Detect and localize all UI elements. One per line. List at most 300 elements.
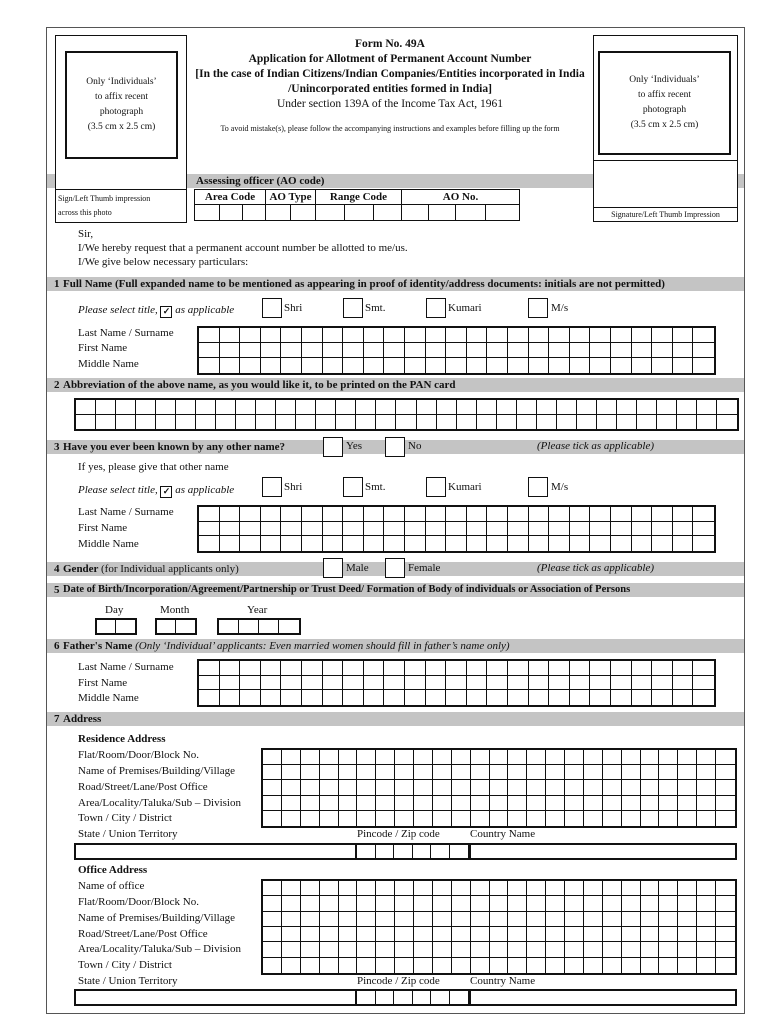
char-cell[interactable] xyxy=(652,507,673,522)
char-cell[interactable] xyxy=(450,991,469,1004)
char-cell[interactable] xyxy=(281,661,302,676)
char-cell[interactable] xyxy=(261,507,282,522)
char-cell[interactable] xyxy=(508,912,527,927)
char-cell[interactable] xyxy=(376,912,395,927)
char-cell[interactable] xyxy=(487,676,508,691)
char-cell[interactable] xyxy=(508,811,527,826)
char-cell[interactable] xyxy=(395,765,414,780)
char-cell[interactable] xyxy=(603,765,622,780)
char-cell[interactable] xyxy=(302,661,323,676)
char-cell[interactable] xyxy=(302,522,323,537)
char-cell[interactable] xyxy=(490,796,509,811)
char-cell[interactable] xyxy=(376,811,395,826)
char-cell[interactable] xyxy=(220,522,241,537)
char-cell[interactable] xyxy=(395,912,414,927)
char-cell[interactable] xyxy=(364,343,385,358)
char-cell[interactable] xyxy=(546,912,565,927)
char-cell[interactable] xyxy=(673,358,694,373)
char-cell[interactable] xyxy=(452,765,471,780)
char-cell[interactable] xyxy=(678,896,697,911)
char-cell[interactable] xyxy=(487,507,508,522)
char-cell[interactable] xyxy=(452,796,471,811)
char-cell[interactable] xyxy=(339,811,358,826)
char-cell[interactable] xyxy=(433,765,452,780)
char-cell[interactable] xyxy=(537,400,557,415)
char-cell[interactable] xyxy=(508,522,529,537)
char-cell[interactable] xyxy=(364,676,385,691)
char-cell[interactable] xyxy=(527,896,546,911)
char-cell[interactable] xyxy=(508,690,529,705)
residence-state-input[interactable] xyxy=(74,843,356,860)
char-cell[interactable] xyxy=(693,536,714,551)
s3-no-checkbox[interactable] xyxy=(385,437,405,457)
char-cell[interactable] xyxy=(632,522,653,537)
char-cell[interactable] xyxy=(281,690,302,705)
char-cell[interactable] xyxy=(549,522,570,537)
char-cell[interactable] xyxy=(320,796,339,811)
char-cell[interactable] xyxy=(652,661,673,676)
char-cell[interactable] xyxy=(527,912,546,927)
char-cell[interactable] xyxy=(697,780,716,795)
char-cell[interactable] xyxy=(336,400,356,415)
char-cell[interactable] xyxy=(471,750,490,765)
char-cell[interactable] xyxy=(693,343,714,358)
char-cell[interactable] xyxy=(176,400,196,415)
s3-title-smt-checkbox[interactable] xyxy=(343,477,363,497)
char-cell[interactable] xyxy=(508,780,527,795)
char-cell[interactable] xyxy=(281,522,302,537)
char-cell[interactable] xyxy=(508,896,527,911)
char-cell[interactable] xyxy=(641,765,660,780)
char-cell[interactable] xyxy=(477,415,497,430)
char-cell[interactable] xyxy=(603,881,622,896)
char-cell[interactable] xyxy=(263,881,282,896)
char-cell[interactable] xyxy=(433,796,452,811)
char-cell[interactable] xyxy=(565,765,584,780)
char-cell[interactable] xyxy=(693,661,714,676)
char-cell[interactable] xyxy=(537,415,557,430)
ao-cell[interactable] xyxy=(486,205,517,220)
char-cell[interactable] xyxy=(433,780,452,795)
char-cell[interactable] xyxy=(339,927,358,942)
char-cell[interactable] xyxy=(364,328,385,343)
char-cell[interactable] xyxy=(652,358,673,373)
char-cell[interactable] xyxy=(282,811,301,826)
char-cell[interactable] xyxy=(570,690,591,705)
char-cell[interactable] xyxy=(302,358,323,373)
char-cell[interactable] xyxy=(508,958,527,973)
char-cell[interactable] xyxy=(565,811,584,826)
char-cell[interactable] xyxy=(697,912,716,927)
char-cell[interactable] xyxy=(490,750,509,765)
char-cell[interactable] xyxy=(590,522,611,537)
char-cell[interactable] xyxy=(697,750,716,765)
char-cell[interactable] xyxy=(97,620,116,633)
char-cell[interactable] xyxy=(611,328,632,343)
char-cell[interactable] xyxy=(546,796,565,811)
char-cell[interactable] xyxy=(343,661,364,676)
char-cell[interactable] xyxy=(396,415,416,430)
char-cell[interactable] xyxy=(426,343,447,358)
s5-day-input[interactable] xyxy=(95,618,137,635)
char-cell[interactable] xyxy=(584,881,603,896)
char-cell[interactable] xyxy=(622,927,641,942)
char-cell[interactable] xyxy=(546,896,565,911)
char-cell[interactable] xyxy=(603,811,622,826)
char-cell[interactable] xyxy=(199,661,220,676)
char-cell[interactable] xyxy=(236,400,256,415)
char-cell[interactable] xyxy=(263,927,282,942)
char-cell[interactable] xyxy=(673,328,694,343)
char-cell[interactable] xyxy=(450,845,469,858)
char-cell[interactable] xyxy=(136,400,156,415)
char-cell[interactable] xyxy=(339,750,358,765)
char-cell[interactable] xyxy=(570,328,591,343)
char-cell[interactable] xyxy=(384,328,405,343)
char-cell[interactable] xyxy=(384,343,405,358)
char-cell[interactable] xyxy=(282,896,301,911)
char-cell[interactable] xyxy=(240,328,261,343)
char-cell[interactable] xyxy=(697,881,716,896)
char-cell[interactable] xyxy=(176,620,195,633)
ao-cell[interactable] xyxy=(243,205,266,220)
char-cell[interactable] xyxy=(414,811,433,826)
char-cell[interactable] xyxy=(376,845,395,858)
char-cell[interactable] xyxy=(446,676,467,691)
char-cell[interactable] xyxy=(282,927,301,942)
char-cell[interactable] xyxy=(357,750,376,765)
char-cell[interactable] xyxy=(395,927,414,942)
char-cell[interactable] xyxy=(281,328,302,343)
char-cell[interactable] xyxy=(281,676,302,691)
char-cell[interactable] xyxy=(343,328,364,343)
char-cell[interactable] xyxy=(584,958,603,973)
office-state-input[interactable] xyxy=(74,989,356,1006)
char-cell[interactable] xyxy=(446,507,467,522)
char-cell[interactable] xyxy=(452,881,471,896)
char-cell[interactable] xyxy=(584,927,603,942)
char-cell[interactable] xyxy=(220,661,241,676)
char-cell[interactable] xyxy=(632,536,653,551)
char-cell[interactable] xyxy=(637,400,657,415)
char-cell[interactable] xyxy=(508,328,529,343)
char-cell[interactable] xyxy=(395,881,414,896)
char-cell[interactable] xyxy=(320,881,339,896)
char-cell[interactable] xyxy=(316,400,336,415)
char-cell[interactable] xyxy=(570,536,591,551)
char-cell[interactable] xyxy=(546,765,565,780)
char-cell[interactable] xyxy=(622,765,641,780)
char-cell[interactable] xyxy=(357,811,376,826)
char-cell[interactable] xyxy=(364,690,385,705)
char-cell[interactable] xyxy=(323,536,344,551)
char-cell[interactable] xyxy=(659,881,678,896)
char-cell[interactable] xyxy=(220,690,241,705)
char-cell[interactable] xyxy=(196,415,216,430)
char-cell[interactable] xyxy=(557,415,577,430)
char-cell[interactable] xyxy=(659,927,678,942)
char-cell[interactable] xyxy=(659,750,678,765)
char-cell[interactable] xyxy=(716,881,735,896)
char-cell[interactable] xyxy=(263,765,282,780)
s5-month-input[interactable] xyxy=(155,618,197,635)
char-cell[interactable] xyxy=(426,676,447,691)
char-cell[interactable] xyxy=(611,358,632,373)
char-cell[interactable] xyxy=(323,676,344,691)
char-cell[interactable] xyxy=(590,676,611,691)
char-cell[interactable] xyxy=(508,942,527,957)
ao-cell[interactable] xyxy=(195,205,220,220)
char-cell[interactable] xyxy=(414,881,433,896)
char-cell[interactable] xyxy=(220,507,241,522)
char-cell[interactable] xyxy=(622,912,641,927)
char-cell[interactable] xyxy=(659,958,678,973)
s1-title-shri-checkbox[interactable] xyxy=(262,298,282,318)
char-cell[interactable] xyxy=(426,690,447,705)
char-cell[interactable] xyxy=(549,507,570,522)
ao-cell[interactable] xyxy=(291,205,316,220)
char-cell[interactable] xyxy=(452,927,471,942)
char-cell[interactable] xyxy=(395,942,414,957)
char-cell[interactable] xyxy=(240,676,261,691)
char-cell[interactable] xyxy=(603,912,622,927)
char-cell[interactable] xyxy=(357,991,376,1004)
char-cell[interactable] xyxy=(693,328,714,343)
s1-title-smt-checkbox[interactable] xyxy=(343,298,363,318)
s3-yes-checkbox[interactable] xyxy=(323,437,343,457)
char-cell[interactable] xyxy=(356,400,376,415)
char-cell[interactable] xyxy=(452,942,471,957)
char-cell[interactable] xyxy=(216,400,236,415)
char-cell[interactable] xyxy=(673,661,694,676)
char-cell[interactable] xyxy=(716,750,735,765)
char-cell[interactable] xyxy=(261,343,282,358)
char-cell[interactable] xyxy=(405,328,426,343)
char-cell[interactable] xyxy=(320,942,339,957)
char-cell[interactable] xyxy=(565,796,584,811)
char-cell[interactable] xyxy=(527,750,546,765)
char-cell[interactable] xyxy=(417,400,437,415)
char-cell[interactable] xyxy=(405,690,426,705)
s4-female-checkbox[interactable] xyxy=(385,558,405,578)
char-cell[interactable] xyxy=(717,415,737,430)
char-cell[interactable] xyxy=(323,690,344,705)
char-cell[interactable] xyxy=(467,690,488,705)
char-cell[interactable] xyxy=(673,676,694,691)
char-cell[interactable] xyxy=(323,343,344,358)
char-cell[interactable] xyxy=(339,896,358,911)
char-cell[interactable] xyxy=(433,958,452,973)
char-cell[interactable] xyxy=(199,522,220,537)
char-cell[interactable] xyxy=(490,881,509,896)
char-cell[interactable] xyxy=(632,690,653,705)
char-cell[interactable] xyxy=(527,958,546,973)
char-cell[interactable] xyxy=(570,676,591,691)
char-cell[interactable] xyxy=(281,343,302,358)
char-cell[interactable] xyxy=(637,415,657,430)
char-cell[interactable] xyxy=(376,896,395,911)
char-cell[interactable] xyxy=(96,415,116,430)
char-cell[interactable] xyxy=(220,358,241,373)
char-cell[interactable] xyxy=(584,780,603,795)
char-cell[interactable] xyxy=(527,811,546,826)
char-cell[interactable] xyxy=(263,896,282,911)
char-cell[interactable] xyxy=(471,881,490,896)
char-cell[interactable] xyxy=(320,765,339,780)
char-cell[interactable] xyxy=(396,400,416,415)
char-cell[interactable] xyxy=(467,507,488,522)
char-cell[interactable] xyxy=(336,415,356,430)
char-cell[interactable] xyxy=(597,415,617,430)
char-cell[interactable] xyxy=(632,328,653,343)
char-cell[interactable] xyxy=(508,927,527,942)
char-cell[interactable] xyxy=(414,942,433,957)
char-cell[interactable] xyxy=(364,661,385,676)
char-cell[interactable] xyxy=(678,958,697,973)
char-cell[interactable] xyxy=(376,927,395,942)
char-cell[interactable] xyxy=(433,750,452,765)
char-cell[interactable] xyxy=(471,958,490,973)
char-cell[interactable] xyxy=(413,845,432,858)
char-cell[interactable] xyxy=(678,780,697,795)
char-cell[interactable] xyxy=(116,415,136,430)
char-cell[interactable] xyxy=(611,661,632,676)
char-cell[interactable] xyxy=(487,328,508,343)
char-cell[interactable] xyxy=(356,415,376,430)
char-cell[interactable] xyxy=(282,958,301,973)
char-cell[interactable] xyxy=(517,400,537,415)
char-cell[interactable] xyxy=(529,690,550,705)
char-cell[interactable] xyxy=(296,400,316,415)
char-cell[interactable] xyxy=(693,690,714,705)
office-pincode-input[interactable] xyxy=(355,989,470,1006)
char-cell[interactable] xyxy=(487,343,508,358)
char-cell[interactable] xyxy=(156,400,176,415)
char-cell[interactable] xyxy=(693,522,714,537)
char-cell[interactable] xyxy=(339,958,358,973)
char-cell[interactable] xyxy=(413,991,432,1004)
char-cell[interactable] xyxy=(611,676,632,691)
char-cell[interactable] xyxy=(301,942,320,957)
char-cell[interactable] xyxy=(611,522,632,537)
right-photo-placeholder[interactable] xyxy=(598,51,731,155)
ao-cell[interactable] xyxy=(345,205,374,220)
char-cell[interactable] xyxy=(452,958,471,973)
char-cell[interactable] xyxy=(263,811,282,826)
char-cell[interactable] xyxy=(323,522,344,537)
char-cell[interactable] xyxy=(577,415,597,430)
char-cell[interactable] xyxy=(405,661,426,676)
char-cell[interactable] xyxy=(678,881,697,896)
char-cell[interactable] xyxy=(339,796,358,811)
char-cell[interactable] xyxy=(678,796,697,811)
char-cell[interactable] xyxy=(659,896,678,911)
char-cell[interactable] xyxy=(282,912,301,927)
char-cell[interactable] xyxy=(405,358,426,373)
char-cell[interactable] xyxy=(673,536,694,551)
char-cell[interactable] xyxy=(652,343,673,358)
char-cell[interactable] xyxy=(652,522,673,537)
char-cell[interactable] xyxy=(697,896,716,911)
char-cell[interactable] xyxy=(641,958,660,973)
char-cell[interactable] xyxy=(446,661,467,676)
char-cell[interactable] xyxy=(281,536,302,551)
char-cell[interactable] xyxy=(116,400,136,415)
char-cell[interactable] xyxy=(622,796,641,811)
char-cell[interactable] xyxy=(263,796,282,811)
char-cell[interactable] xyxy=(261,661,282,676)
char-cell[interactable] xyxy=(611,536,632,551)
residence-address-grid[interactable] xyxy=(261,748,737,828)
char-cell[interactable] xyxy=(256,415,276,430)
char-cell[interactable] xyxy=(467,522,488,537)
char-cell[interactable] xyxy=(508,536,529,551)
char-cell[interactable] xyxy=(471,912,490,927)
char-cell[interactable] xyxy=(339,765,358,780)
char-cell[interactable] xyxy=(590,536,611,551)
char-cell[interactable] xyxy=(716,896,735,911)
char-cell[interactable] xyxy=(323,507,344,522)
char-cell[interactable] xyxy=(240,690,261,705)
char-cell[interactable] xyxy=(678,811,697,826)
char-cell[interactable] xyxy=(570,661,591,676)
char-cell[interactable] xyxy=(301,796,320,811)
char-cell[interactable] xyxy=(549,343,570,358)
char-cell[interactable] xyxy=(584,912,603,927)
s3-name-grid[interactable] xyxy=(197,505,716,553)
char-cell[interactable] xyxy=(632,507,653,522)
char-cell[interactable] xyxy=(199,536,220,551)
char-cell[interactable] xyxy=(716,942,735,957)
char-cell[interactable] xyxy=(584,942,603,957)
char-cell[interactable] xyxy=(549,661,570,676)
char-cell[interactable] xyxy=(557,400,577,415)
char-cell[interactable] xyxy=(446,358,467,373)
char-cell[interactable] xyxy=(405,536,426,551)
char-cell[interactable] xyxy=(617,415,637,430)
char-cell[interactable] xyxy=(565,881,584,896)
ao-cell[interactable] xyxy=(429,205,456,220)
char-cell[interactable] xyxy=(339,780,358,795)
char-cell[interactable] xyxy=(622,750,641,765)
char-cell[interactable] xyxy=(716,958,735,973)
char-cell[interactable] xyxy=(282,796,301,811)
char-cell[interactable] xyxy=(716,780,735,795)
char-cell[interactable] xyxy=(549,676,570,691)
char-cell[interactable] xyxy=(176,415,196,430)
char-cell[interactable] xyxy=(584,811,603,826)
char-cell[interactable] xyxy=(549,536,570,551)
char-cell[interactable] xyxy=(320,750,339,765)
char-cell[interactable] xyxy=(471,796,490,811)
char-cell[interactable] xyxy=(302,536,323,551)
char-cell[interactable] xyxy=(261,536,282,551)
char-cell[interactable] xyxy=(659,796,678,811)
char-cell[interactable] xyxy=(302,343,323,358)
s2-abbreviation-grid[interactable] xyxy=(74,398,739,431)
char-cell[interactable] xyxy=(446,522,467,537)
char-cell[interactable] xyxy=(301,927,320,942)
char-cell[interactable] xyxy=(220,536,241,551)
char-cell[interactable] xyxy=(527,765,546,780)
char-cell[interactable] xyxy=(199,343,220,358)
char-cell[interactable] xyxy=(632,661,653,676)
char-cell[interactable] xyxy=(437,400,457,415)
char-cell[interactable] xyxy=(471,927,490,942)
char-cell[interactable] xyxy=(320,927,339,942)
char-cell[interactable] xyxy=(296,415,316,430)
char-cell[interactable] xyxy=(659,912,678,927)
